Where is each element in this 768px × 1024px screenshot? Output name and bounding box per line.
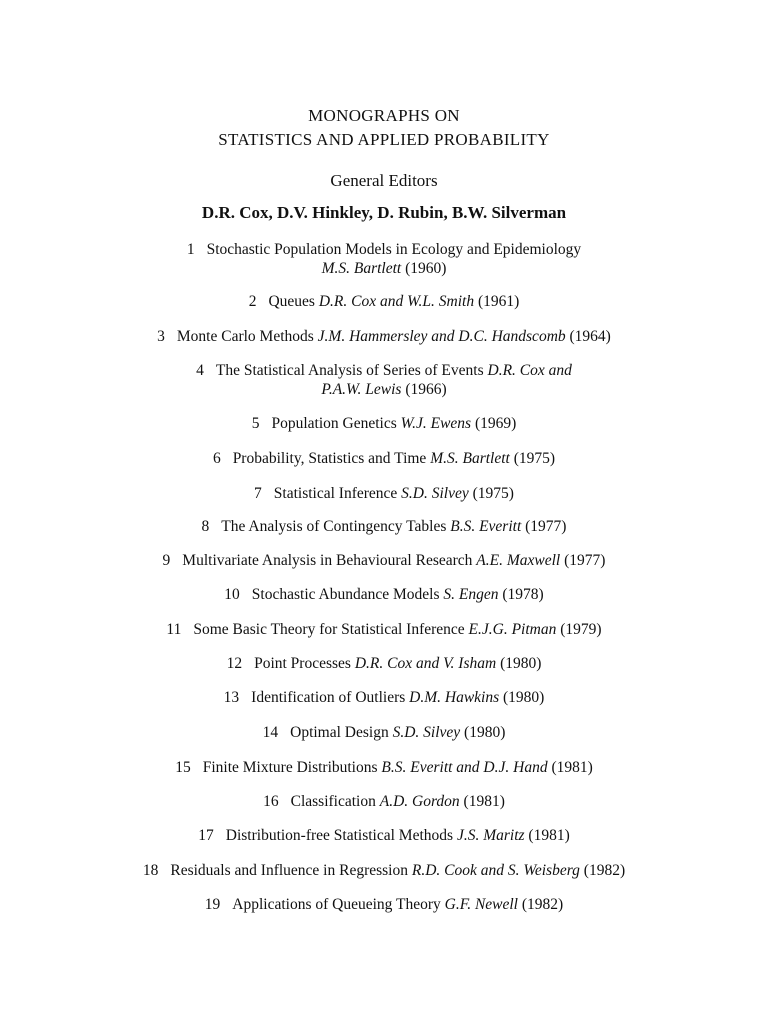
entry-year: (1981) [528, 827, 570, 844]
entry-number: 18 [142, 862, 159, 879]
entry-year: (1969) [474, 415, 517, 432]
entry-author: D.M. Hawkins [409, 689, 500, 706]
entry-number: 10 [224, 586, 240, 603]
entry-number: 14 [262, 724, 279, 741]
entry-number: 8 [201, 518, 210, 535]
entry-title: Identification of Outliers [251, 689, 406, 706]
entry-author: M.S. Bartlett [430, 450, 510, 467]
entry-author: M.S. Bartlett [321, 260, 402, 277]
entry-title: Finite Mixture Distributions [202, 759, 378, 776]
entry-year: (1961) [477, 293, 520, 310]
entry-year: (1977) [525, 518, 567, 535]
entry-year: (1975) [472, 485, 514, 502]
entry-title: Point Processes [254, 655, 351, 672]
entry-number: 4 [196, 362, 204, 379]
entry-title: Queues [268, 293, 315, 310]
list-item-5 [0, 414, 768, 433]
entry-year: (1977) [564, 552, 606, 569]
list-item-17 [0, 826, 768, 845]
entry-author: A.E. Maxwell [476, 552, 561, 569]
list-item-7 [0, 484, 768, 503]
list-item-1 [0, 240, 768, 278]
entry-author: B.S. Everitt [450, 518, 522, 535]
series-title-line2: STATISTICS AND APPLIED PROBABILITY [218, 130, 550, 149]
entry-year: (1966) [405, 381, 447, 398]
entry-number: 2 [248, 293, 257, 310]
entry-number: 15 [175, 759, 191, 776]
entry-title: The Analysis of Contingency Tables [221, 518, 447, 535]
entry-title: Classification [290, 793, 376, 810]
list-item-4 [0, 361, 768, 399]
entry-author: D.R. Cox and W.L. Smith [318, 293, 475, 310]
entry-year: (1980) [464, 724, 506, 741]
list-item-3 [0, 327, 768, 346]
entry-year: (1975) [513, 450, 556, 467]
entry-author: W.J. Ewens [400, 415, 472, 432]
entry-title: The Statistical Analysis of Series of Events [215, 362, 484, 379]
list-item-11 [0, 620, 768, 639]
entry-year: (1981) [463, 793, 505, 810]
entry-number: 5 [251, 415, 260, 432]
list-item-14 [0, 723, 768, 742]
entry-author: S.D. Silvey [401, 485, 469, 502]
entry-author-continued: P.A.W. Lewis [321, 381, 402, 398]
entry-number: 19 [204, 896, 221, 913]
entry-author: B.S. Everitt and D.J. Hand [381, 759, 548, 776]
series-title-line1: MONOGRAPHS ON [308, 106, 460, 125]
list-item-9 [0, 551, 768, 570]
entry-title: Population Genetics [271, 415, 397, 432]
list-item-13 [0, 688, 768, 707]
entry-author: J.S. Maritz [456, 827, 525, 844]
entry-year: (1960) [405, 260, 447, 277]
entry-number: 16 [263, 793, 279, 810]
entry-title: Monte Carlo Methods [176, 328, 314, 345]
entry-author: E.J.G. Pitman [468, 621, 557, 638]
entry-number: 17 [198, 827, 214, 844]
list-item-6 [0, 449, 768, 468]
entry-year: (1980) [500, 655, 542, 672]
entry-author: S. Engen [443, 586, 499, 603]
entry-title: Stochastic Population Models in Ecology and Epidemiology [206, 241, 582, 258]
entry-title: Applications of Queueing Theory [232, 896, 441, 913]
entry-title: Distribution-free Statistical Methods [225, 827, 454, 844]
list-item-8 [0, 517, 768, 536]
entry-author: R.D. Cook and S. Weisberg [411, 862, 580, 879]
entry-year: (1978) [502, 586, 544, 603]
entry-title: Residuals and Influence in Regression [170, 862, 408, 879]
list-item-18 [0, 861, 768, 880]
list-item-2 [0, 292, 768, 311]
entry-title: Multivariate Analysis in Behavioural Research [182, 552, 473, 569]
list-item-12 [0, 654, 768, 673]
list-item-16 [0, 792, 768, 811]
list-item-15 [0, 758, 768, 777]
entry-year: (1982) [521, 896, 564, 913]
entry-author: S.D. Silvey [392, 724, 461, 741]
entry-year: (1981) [551, 759, 593, 776]
entry-author: A.D. Gordon [379, 793, 460, 810]
entry-number: 12 [226, 655, 243, 672]
entry-author: G.F. Newell [444, 896, 518, 913]
list-item-10 [0, 585, 768, 604]
entry-number: 7 [254, 485, 262, 502]
entry-title: Some Basic Theory for Statistical Inference [193, 621, 465, 638]
entry-year: (1982) [583, 862, 626, 879]
entry-title: Statistical Inference [273, 485, 398, 502]
editors-heading: General Editors [330, 171, 438, 190]
entry-number: 13 [223, 689, 240, 706]
list-item-19 [0, 895, 768, 914]
entry-number: 11 [166, 621, 182, 638]
editors-names: D.R. Cox, D.V. Hinkley, D. Rubin, B.W. Silverman [201, 203, 567, 222]
entry-author: J.M. Hammersley and D.C. Handscomb [317, 328, 566, 345]
entry-number: 1 [186, 241, 195, 258]
entry-title: Optimal Design [290, 724, 389, 741]
entry-title: Probability, Statistics and Time [232, 450, 427, 467]
entry-number: 9 [162, 552, 171, 569]
entry-year: (1964) [569, 328, 611, 345]
entry-author: D.R. Cox and V. Isham [354, 655, 497, 672]
entry-author: D.R. Cox and [487, 362, 572, 379]
entry-number: 3 [157, 328, 165, 345]
entry-number: 6 [212, 450, 221, 467]
entry-title: Stochastic Abundance Models [251, 586, 440, 603]
entry-year: (1979) [560, 621, 602, 638]
entry-year: (1980) [503, 689, 545, 706]
